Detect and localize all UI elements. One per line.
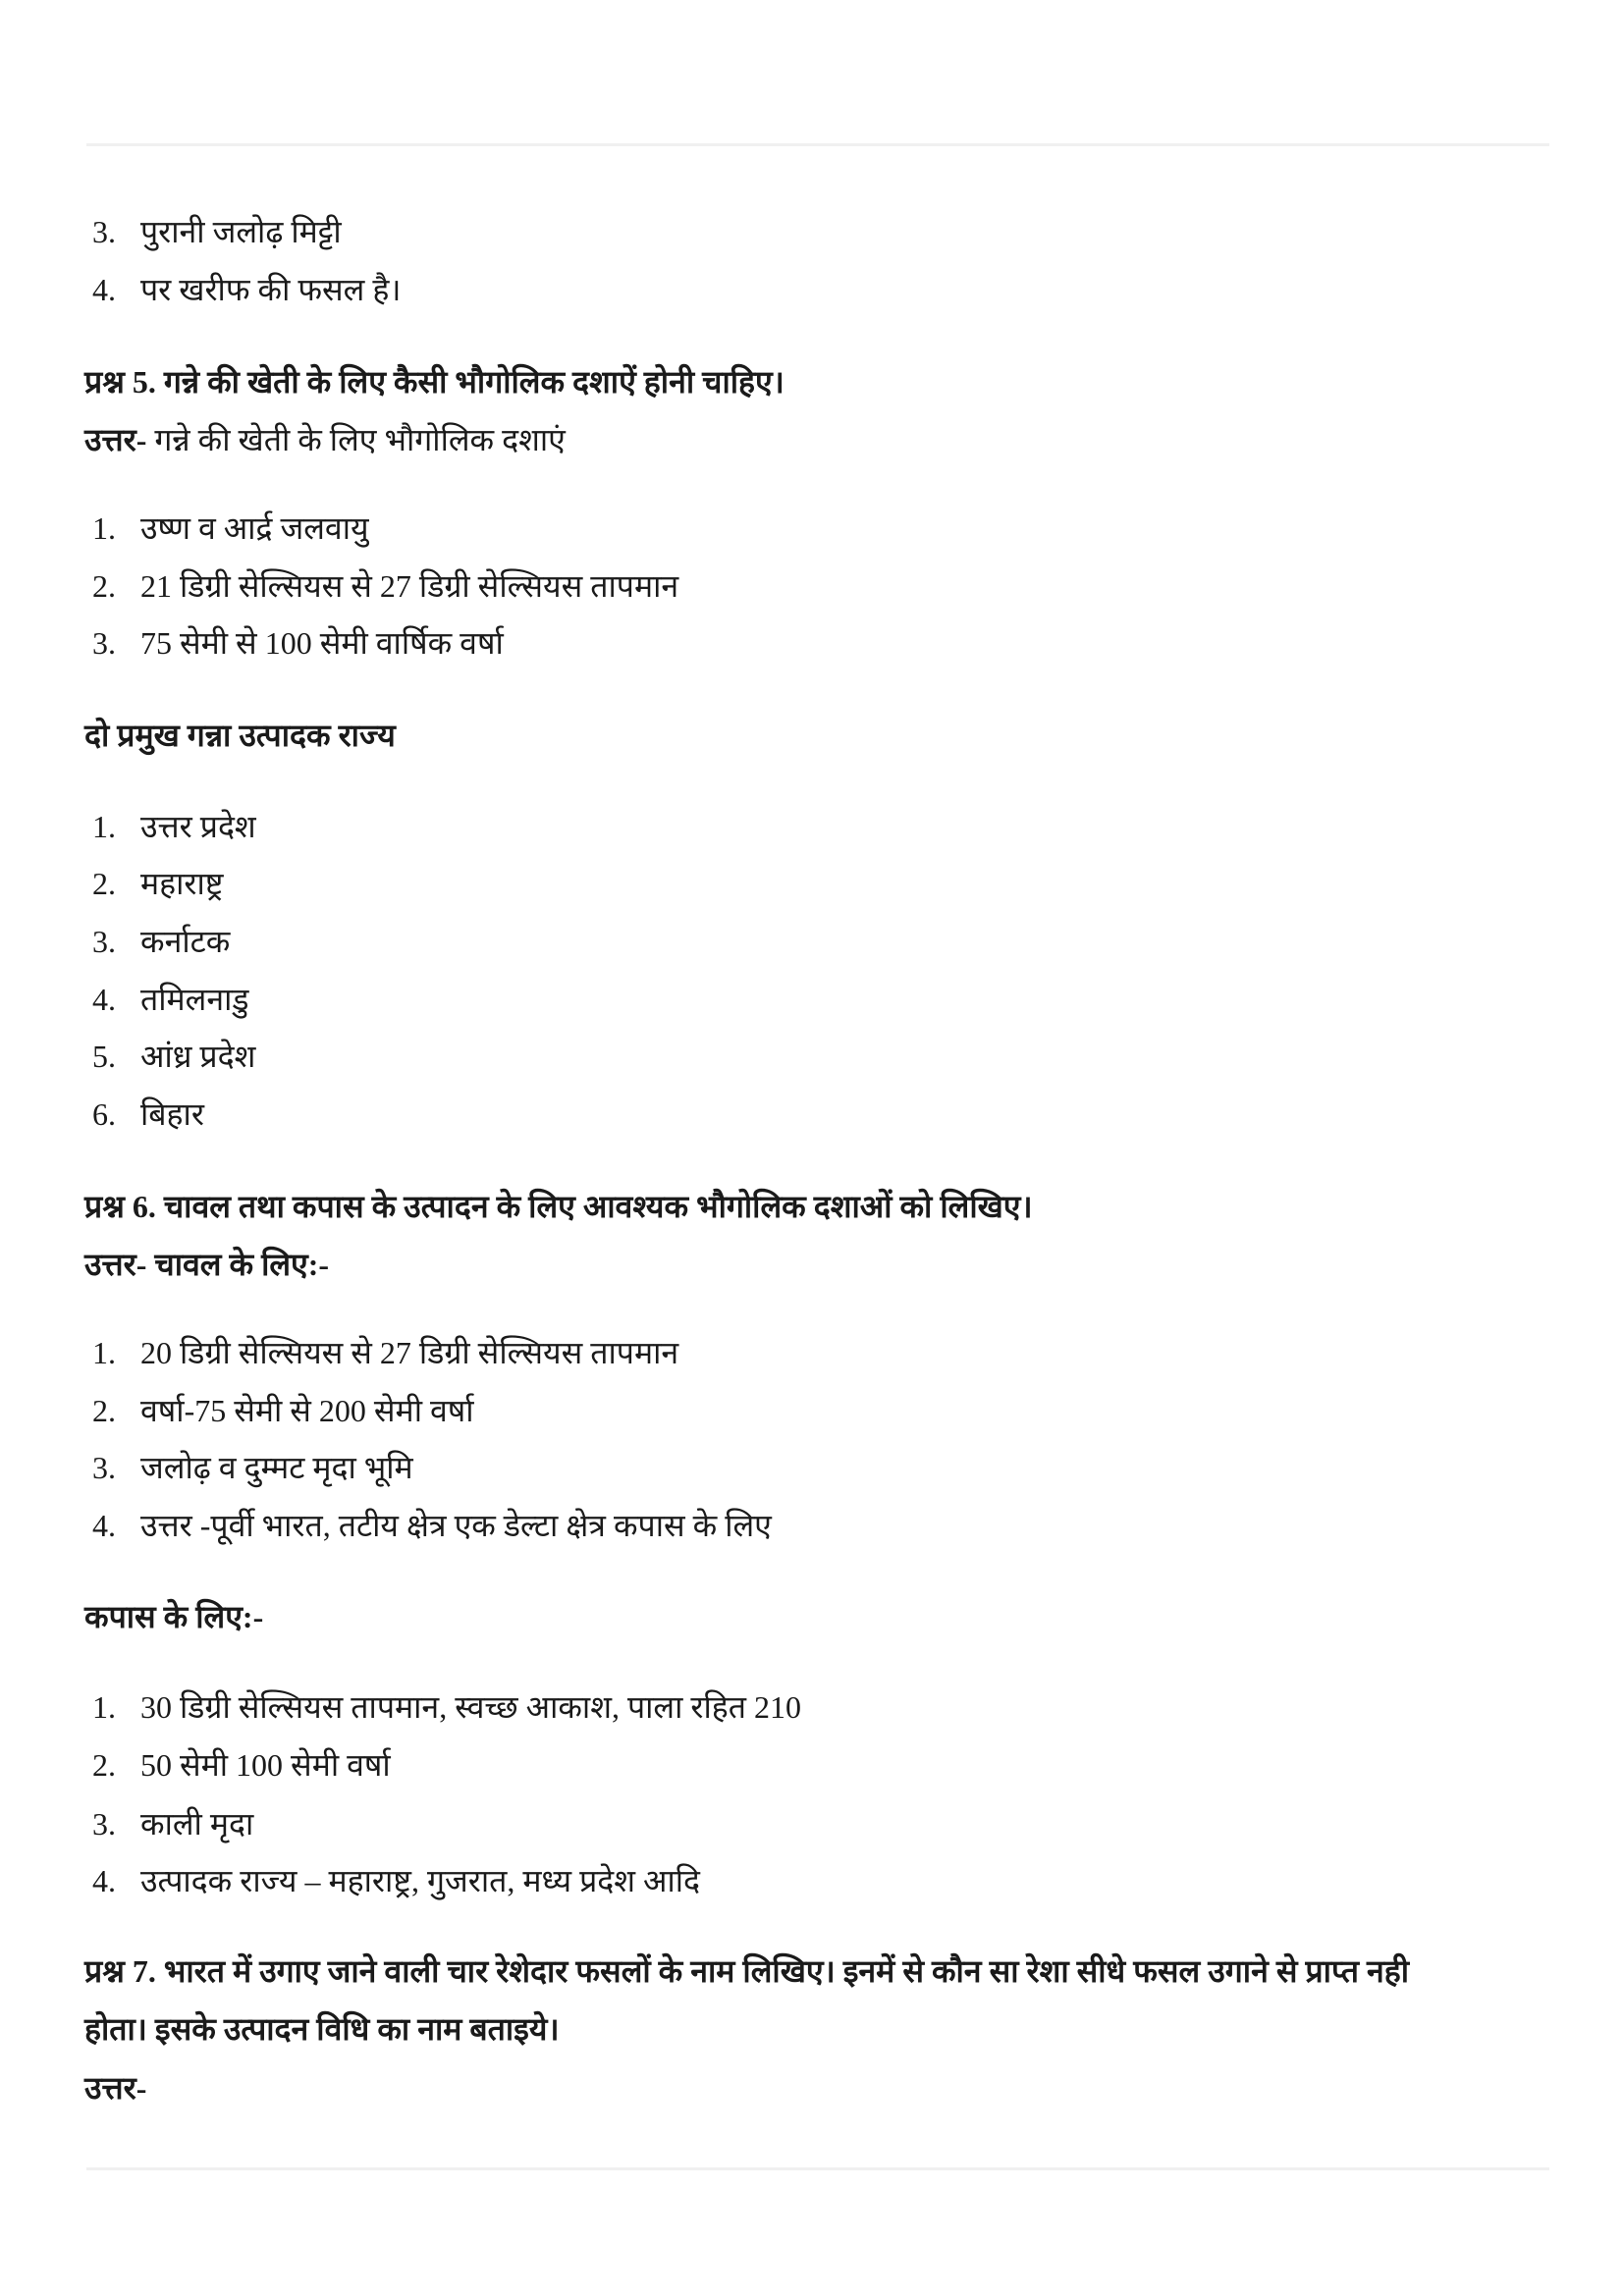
list-item: उत्पादक राज्य – महाराष्ट्र, गुजरात, मध्य प्रदेश आदि bbox=[140, 1863, 701, 1898]
list-item: 30 डिग्री सेल्सियस तापमान, स्वच्छ आकाश, पाला रहित 210 bbox=[140, 1689, 802, 1725]
list-number: 6. bbox=[92, 1096, 116, 1132]
list-number: 3. bbox=[92, 1806, 116, 1842]
list-item: पुरानी जलोढ़ मिट्टी bbox=[140, 214, 342, 249]
cotton-heading: कपास के लिए:- bbox=[84, 1599, 264, 1634]
question-7-line-2: होता। इसके उत्पादन विधि का नाम बताइये। bbox=[84, 2011, 560, 2047]
list-item: बिहार bbox=[140, 1096, 204, 1132]
list-item: महाराष्ट्र bbox=[140, 866, 224, 901]
list-item: जलोढ़ व दुम्मट मृदा भूमि bbox=[140, 1450, 413, 1485]
list-item: वर्षा-75 सेमी से 200 सेमी वर्षा bbox=[140, 1393, 474, 1428]
list-number: 2. bbox=[92, 866, 116, 901]
list-number: 3. bbox=[92, 214, 116, 249]
question-5: प्रश्न 5. गन्ने की खेती के लिए कैसी भौगोलिक दशाऐं होनी चाहिए। bbox=[84, 364, 784, 400]
list-item: काली मृदा bbox=[140, 1806, 254, 1842]
list-number: 4. bbox=[92, 1508, 116, 1543]
list-number: 3. bbox=[92, 924, 116, 959]
list-item: 75 सेमी से 100 सेमी वार्षिक वर्षा bbox=[140, 625, 504, 661]
question-6: प्रश्न 6. चावल तथा कपास के उत्पादन के लिए आवश्यक भौगोलिक दशाओं को लिखिए। bbox=[84, 1189, 1033, 1224]
list-number: 4. bbox=[92, 982, 116, 1017]
list-number: 3. bbox=[92, 625, 116, 661]
list-item: उत्तर प्रदेश bbox=[140, 809, 256, 844]
list-item: उत्तर -पूर्वी भारत, तटीय क्षेत्र एक डेल्टा क्षेत्र कपास के लिए bbox=[140, 1508, 772, 1543]
list-number: 5. bbox=[92, 1039, 116, 1074]
list-item: उष्ण व आर्द्र जलवायु bbox=[140, 510, 369, 546]
states-heading: दो प्रमुख गन्ना उत्पादक राज्य bbox=[84, 718, 396, 753]
list-item: 20 डिग्री सेल्सियस से 27 डिग्री सेल्सियस तापमान bbox=[140, 1335, 679, 1370]
bottom-divider bbox=[86, 2167, 1549, 2170]
list-item: पर खरीफ की फसल है। bbox=[140, 272, 402, 307]
answer-7-label: उत्तर- bbox=[84, 2070, 147, 2106]
list-number: 2. bbox=[92, 568, 116, 604]
answer-5 bbox=[84, 418, 566, 461]
list-number: 1. bbox=[92, 510, 116, 546]
question-7-line-1: प्रश्न 7. भारत में उगाए जाने वाली चार रेशेदार फसलों के नाम लिखिए। इनमें से कौन सा रेशा सीधे फसल उगाने से प्राप्त नही bbox=[84, 1953, 1410, 1989]
list-item: कर्नाटक bbox=[140, 924, 231, 959]
answer-6-heading: उत्तर- चावल के लिए:- bbox=[84, 1247, 330, 1282]
list-number: 2. bbox=[92, 1747, 116, 1783]
list-number: 1. bbox=[92, 1689, 116, 1725]
list-item: 50 सेमी 100 सेमी वर्षा bbox=[140, 1747, 391, 1783]
answer-text: गन्ने की खेती के लिए भौगोलिक दशाएं bbox=[146, 422, 566, 457]
list-number: 1. bbox=[92, 1335, 116, 1370]
list-number: 2. bbox=[92, 1393, 116, 1428]
list-item: 21 डिग्री सेल्सियस से 27 डिग्री सेल्सियस तापमान bbox=[140, 568, 679, 604]
list-number: 4. bbox=[92, 1863, 116, 1898]
list-number: 3. bbox=[92, 1450, 116, 1485]
list-item: तमिलनाडु bbox=[140, 982, 249, 1017]
top-divider bbox=[86, 143, 1549, 146]
list-number: 1. bbox=[92, 809, 116, 844]
list-item: आंध्र प्रदेश bbox=[140, 1039, 256, 1074]
list-number: 4. bbox=[92, 272, 116, 307]
answer-label: उत्तर- bbox=[84, 422, 147, 457]
